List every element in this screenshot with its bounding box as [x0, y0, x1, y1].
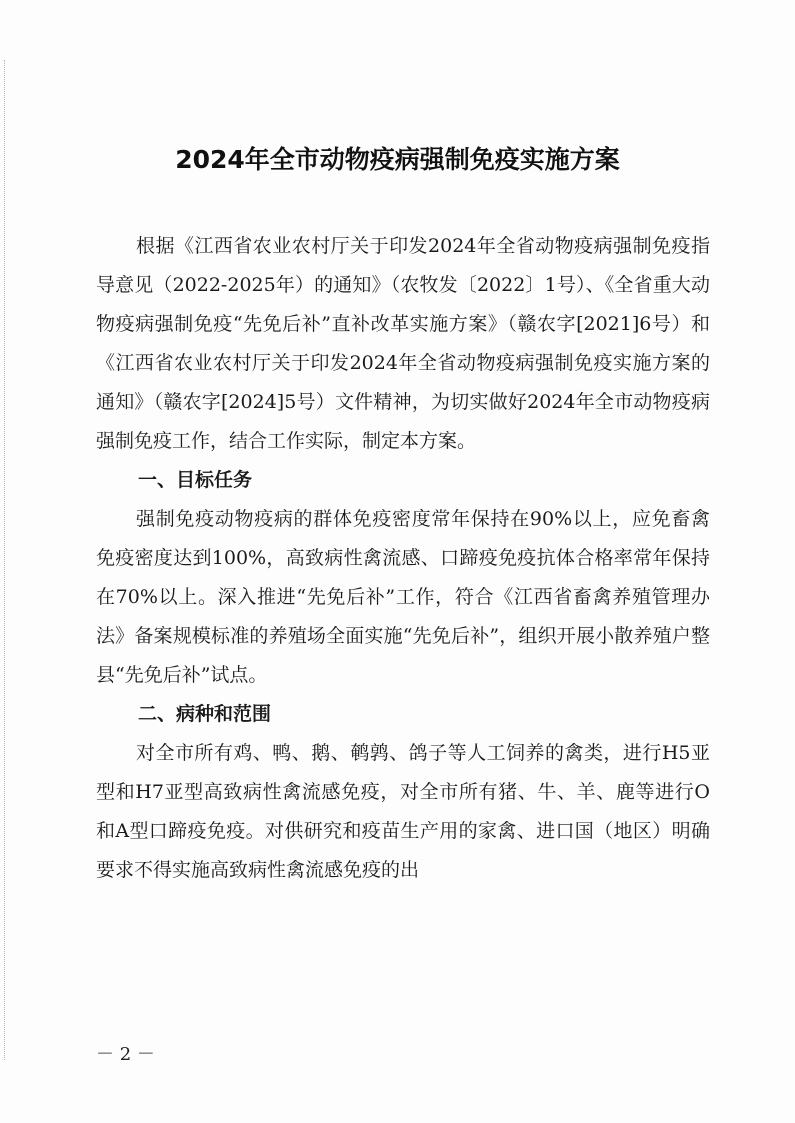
section-heading-targets: 一、目标任务 — [138, 469, 253, 491]
page-edge-dots — [4, 60, 6, 1060]
page-number: － 2 － — [96, 1044, 155, 1065]
intro-paragraph: 根据《江西省农业农村厅关于印发2024年全省动物疫病强制免疫指导意见（2022-2025年）的通知》（农牧发〔2022〕1号）、《全省重大动物疫病强制免疫“先免后补”直补改革实施方案》（赣农字[2021]6号）和《江西省农业农村厅关于印发2024年全省动物疫病强制免疫实施方案的通知》（赣农字[2024]5号）文件精神，为切实做好2024年全市动物疫病强制免疫工作，结合工作实际，制定本方案。 — [96, 235, 710, 452]
section-heading-scope: 二、病种和范围 — [138, 703, 272, 725]
document-body — [96, 227, 710, 890]
section-paragraph-targets: 强制免疫动物疫病的群体免疫密度常年保持在90%以上，应免畜禽免疫密度达到100%，高致病性禽流感、口蹄疫免疫抗体合格率常年保持在70%以上。深入推进“先免后补”工作，符合《江西省畜禽养殖管理办法》备案规模标准的养殖场全面实施“先免后补”，组织开展小散养殖户整县“先免后补”试点。 — [96, 508, 710, 686]
document-title: 2024年全市动物疫病强制免疫实施方案 — [175, 145, 620, 174]
section-paragraph-scope: 对全市所有鸡、鸭、鹅、鹌鹑、鸽子等人工饲养的禽类，进行H5亚型和H7亚型高致病性禽流感免疫，对全市所有猪、牛、羊、鹿等进行O和A型口蹄疫免疫。对供研究和疫苗生产用的家禽、进口国（地区）明确要求不得实施高致病性禽流感免疫的出 — [96, 742, 710, 881]
